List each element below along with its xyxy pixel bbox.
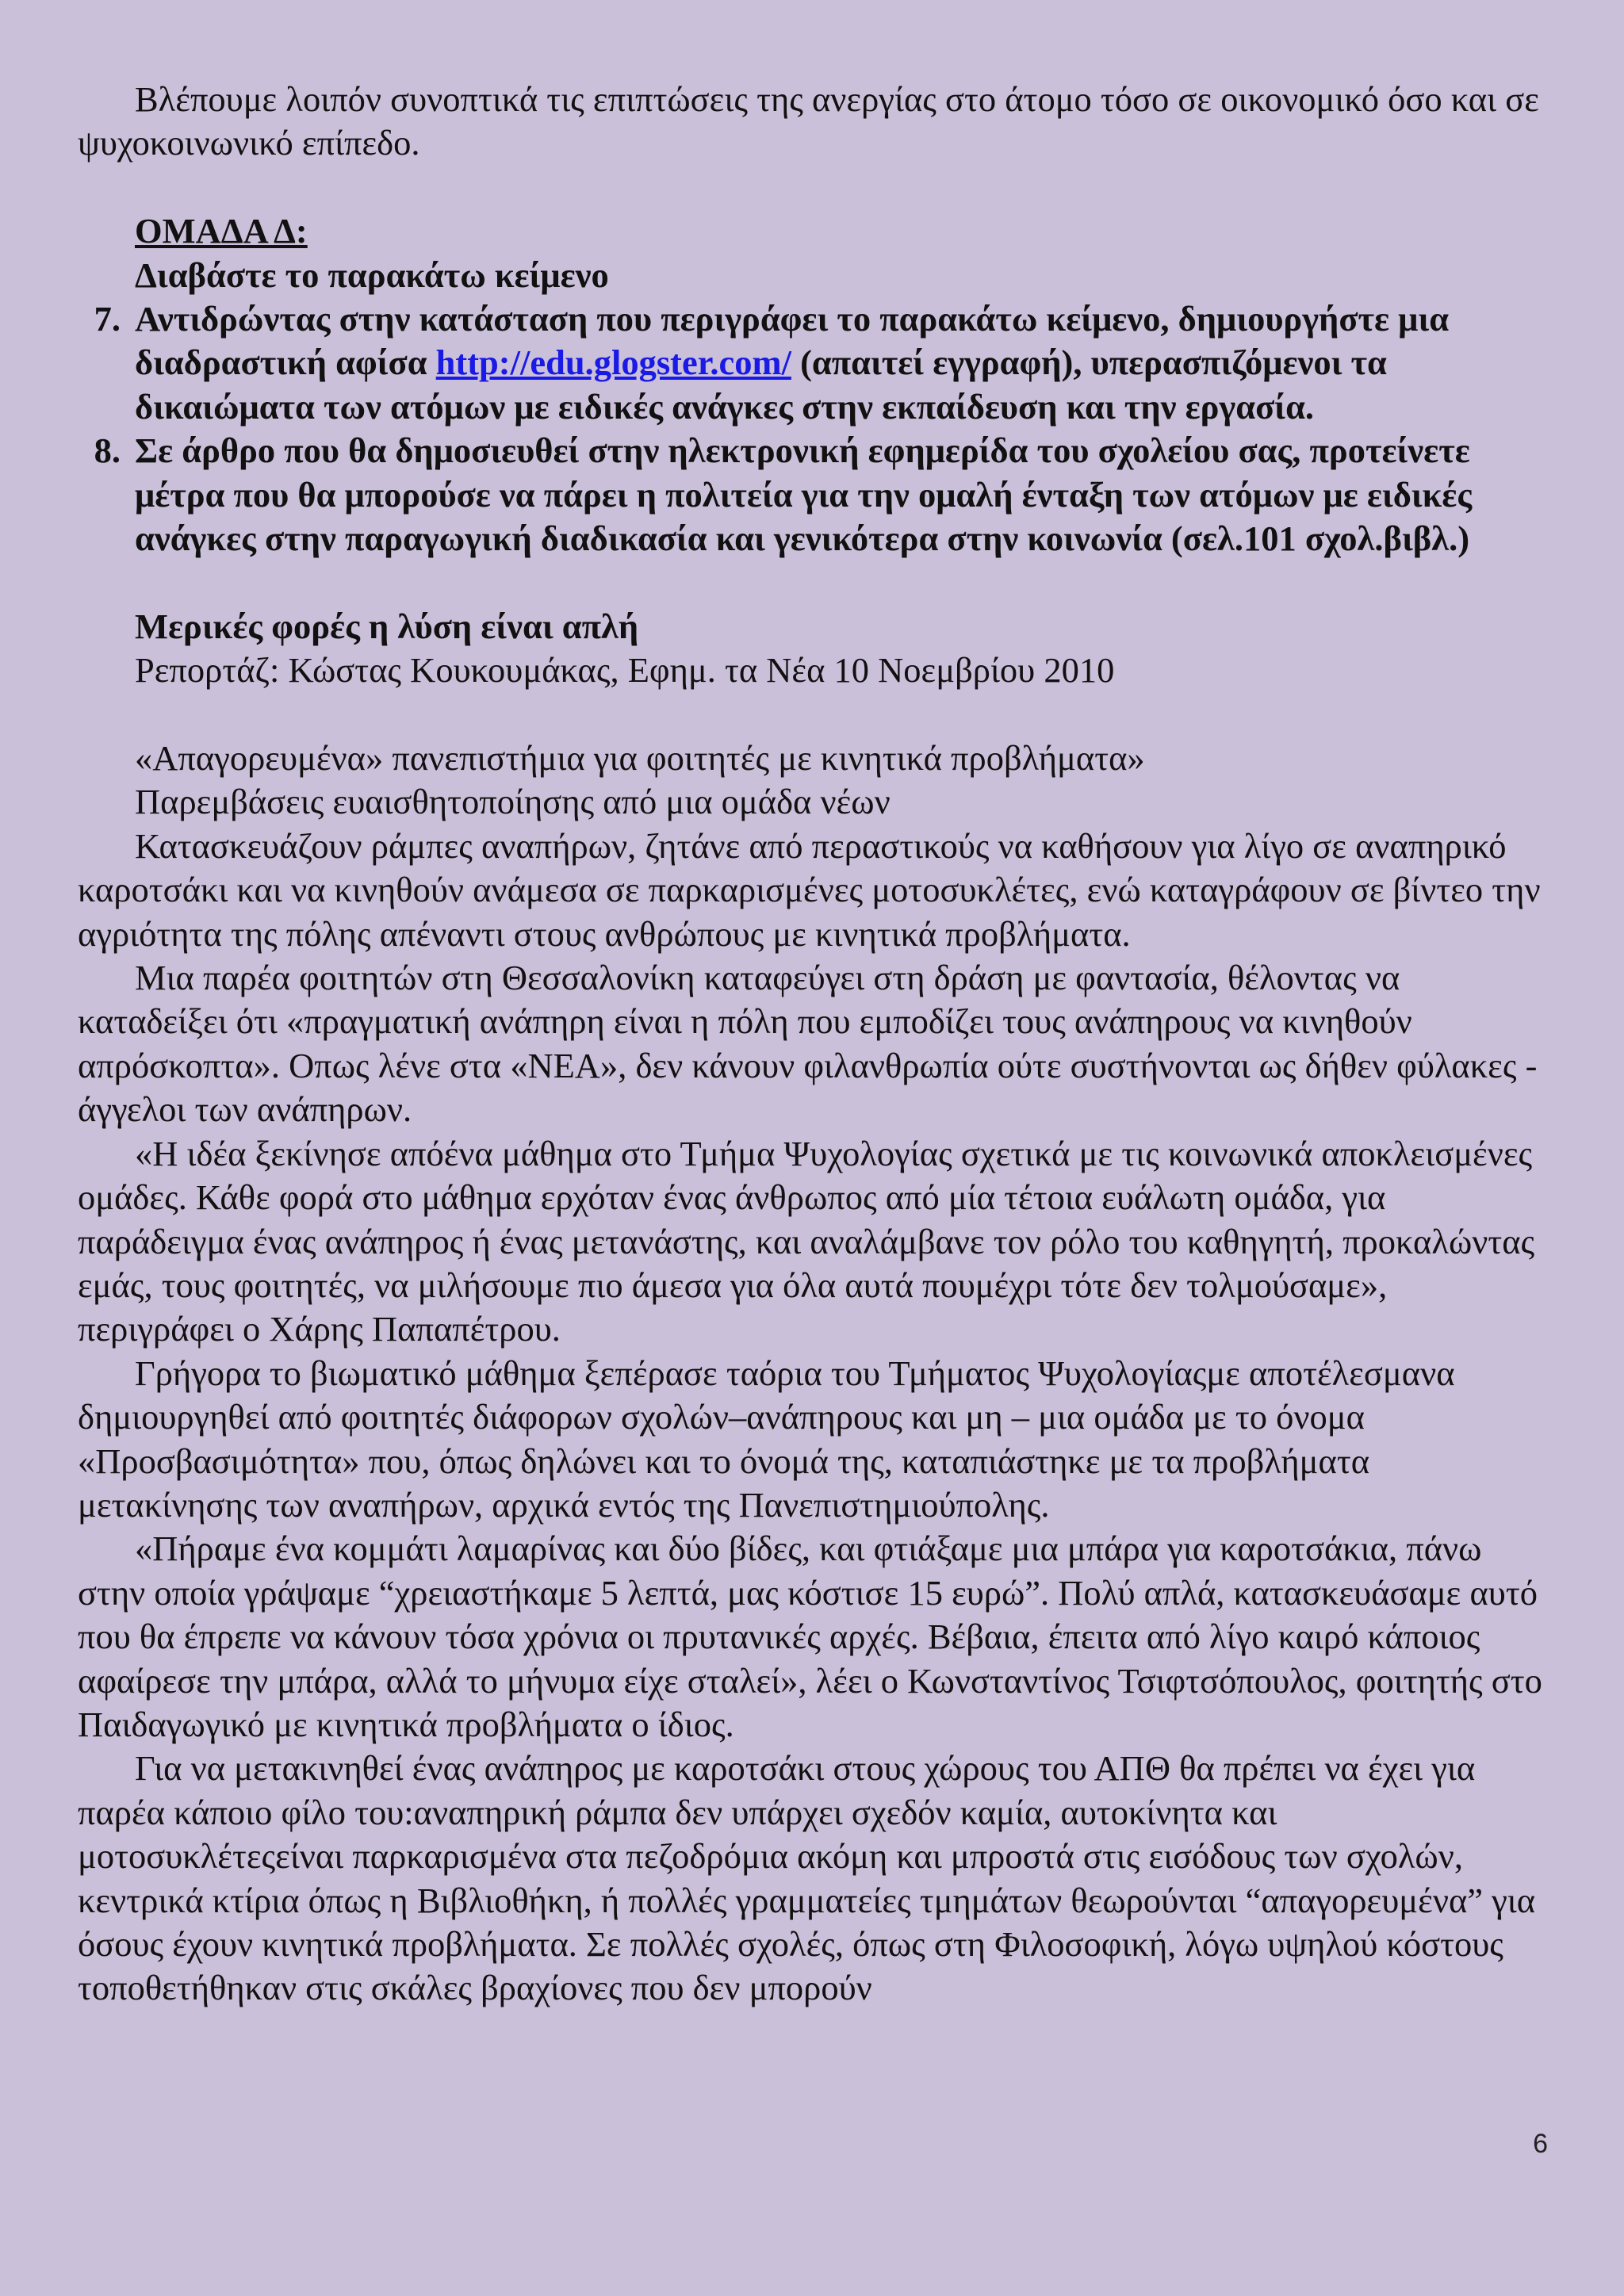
article-byline: Ρεπορτάζ: Κώστας Κουκουμάκας, Εφημ. τα Νέα 10 Νοεμβρίου 2010 xyxy=(135,650,1115,691)
article-paragraph: Κατασκευάζουν ράμπες αναπήρων, ζητάνε από περαστικούς να καθήσουν για λίγο σε αναπηρικό καροτσάκι και να κινηθούν ανάμεσα σε παρκαρισμένες μοτοσυκλέτες, ενώ καταγράφουν σε βίντεο την αγριότητα της πόλης απέναντι στους ανθρώπους με κινητικά προβλήματα. xyxy=(78,825,1541,954)
article-headline: «Απαγορευμένα» πανεπιστήμια για φοιτητές με κινητικά προβλήματα» xyxy=(135,738,1145,779)
group-title: ΟΜΑΔΑ Δ: xyxy=(135,211,308,251)
task-text-before: Αντιδρώντας στην κατάσταση που περιγράφει το παρακάτω κείμενο, δημιουργήστε μια διαδραστική αφίσα xyxy=(135,299,1450,383)
spacer xyxy=(78,561,1545,604)
article-paragraph: Μια παρέα φοιτητών στη Θεσσαλονίκη καταφεύγει στη δράση με φαντασία, θέλοντας να καταδείξει ότι «πραγματική ανάπηρη είναι η πόλη που εμποδίζει τους ανάπηρους να κινηθούν απρόσκοπτα». Οπως λένε στα «ΝΕΑ», δεν κάνουν φιλανθρωπία ούτε συστήνονται ως δήθεν φύλακες - άγγελοι των ανάπηρων. xyxy=(78,958,1538,1130)
intro-paragraph: Βλέπουμε λοιπόν συνοπτικά τις επιπτώσεις της ανεργίας στο άτομο τόσο σε οικονομικό όσο και σε ψυχοκοινωνικό επίπεδο. xyxy=(78,79,1539,163)
glogster-link[interactable]: http://edu.glogster.com/ xyxy=(435,342,791,383)
task-number: 8. xyxy=(94,430,121,471)
task-number: 7. xyxy=(94,299,121,339)
article-paragraph: Γρήγορα το βιωματικό μάθημα ξεπέρασε ταόρια του Τμήματος Ψυχολογίαςμε αποτέλεσμανα δημιουργηθεί από φοιτητές διάφορων σχολών–ανάπηρους και μη – μια ομάδα με το όνομα «Προσβασιμότητα» που, όπως δηλώνει και το όνομά της, καταπιάστηκε με τα προβλήματα μετακίνησης των αναπήρων, αρχικά εντός της Πανεπιστημιούπολης. xyxy=(78,1353,1455,1525)
document-page xyxy=(78,78,1545,2011)
spacer xyxy=(78,693,1545,737)
article-subhead: Παρεμβάσεις ευαισθητοποίησης από μια ομάδα νέων xyxy=(135,782,891,822)
article-title: Μερικές φορές η λύση είναι απλή xyxy=(135,606,639,646)
group-instruction: Διαβάστε το παρακάτω κείμενο xyxy=(135,254,609,295)
article-paragraph: «Η ιδέα ξεκίνησε απόένα μάθημα στο Τμήμα Ψυχολογίας σχετικά με τις κοινωνικά αποκλεισμένες ομάδες. Κάθε φορά στο μάθημα ερχόταν ένας άνθρωπος από μία τέτοια ευάλωτη ομάδα, για παράδειγμα ένας ανάπηρος ή ένας μετανάστης, και αναλάμβανε τον ρόλο του καθηγητή, προκαλώντας εμάς, τους φοιτητές, να μιλήσουμε πιο άμεσα για όλα αυτά πουμέχρι τότε δεν τολμούσαμε», περιγράφει ο Χάρης Παπαπέτρου. xyxy=(78,1133,1535,1349)
page-number: 6 xyxy=(1533,2129,1548,2159)
task-item-7 xyxy=(78,297,1545,429)
task-item-8 xyxy=(78,429,1545,561)
task-text: Σε άρθρο που θα δημοσιευθεί στην ηλεκτρονική εφημερίδα του σχολείου σας, προτείνετε μέτρα που θα μπορούσε να πάρει η πολιτεία για την ομαλή ένταξη των ατόμων με ειδικές ανάγκες στην παραγωγική διαδικασία και γενικότερα στην κοινωνία (σελ.101 σχολ.βιβλ.) xyxy=(135,430,1473,559)
article-paragraph: Για να μετακινηθεί ένας ανάπηρος με καροτσάκι στους χώρους του ΑΠΘ θα πρέπει να έχει για παρέα κάποιο φίλο του:αναπηρική ράμπα δεν υπάρχει σχεδόν καμία, αυτοκίνητα και μοτοσυκλέτεςείναι παρκαρισμένα στα πεζοδρόμια ακόμη και μπροστά στις εισόδους των σχολών, κεντρικά κτίρια όπως η Βιβλιοθήκη, ή πολλές γραμματείες τμημάτων θεωρούνται “απαγορευμένα” για όσους έχουν κινητικά προβλήματα. Σε πολλές σχολές, όπως στη Φιλοσοφική, λόγω υψηλού κόστους τοποθετήθηκαν στις σκάλες βραχίονες που δεν μπορούν xyxy=(78,1748,1536,2008)
article-paragraph: «Πήραμε ένα κομμάτι λαμαρίνας και δύο βίδες, και φτιάξαμε μια μπάρα για καροτσάκια, πάνω στην οποία γράψαμε “χρειαστήκαμε 5 λεπτά, μας κόστισε 15 ευρώ”. Πολύ απλά, κατασκευάσαμε αυτό που θα έπρεπε να κάνουν τόσα χρόνια οι πρυτανικές αρχές. Βέβαια, έπειτα από λίγο καιρό κάποιος αφαίρεσε την μπάρα, αλλά το μήνυμα είχε σταλεί», λέει ο Κωνσταντίνος Τσιφτσόπουλος, φοιτητής στο Παιδαγωγικό με κινητικά προβλήματα ο ίδιος. xyxy=(78,1529,1542,1744)
task-text-after: (απαιτεί εγγραφή), υπερασπιζόμενοι τα δικαιώματα των ατόμων με ειδικές ανάγκες στην εκπαίδευση και την εργασία. xyxy=(135,342,1387,427)
spacer xyxy=(78,166,1545,209)
task-list xyxy=(78,297,1545,561)
